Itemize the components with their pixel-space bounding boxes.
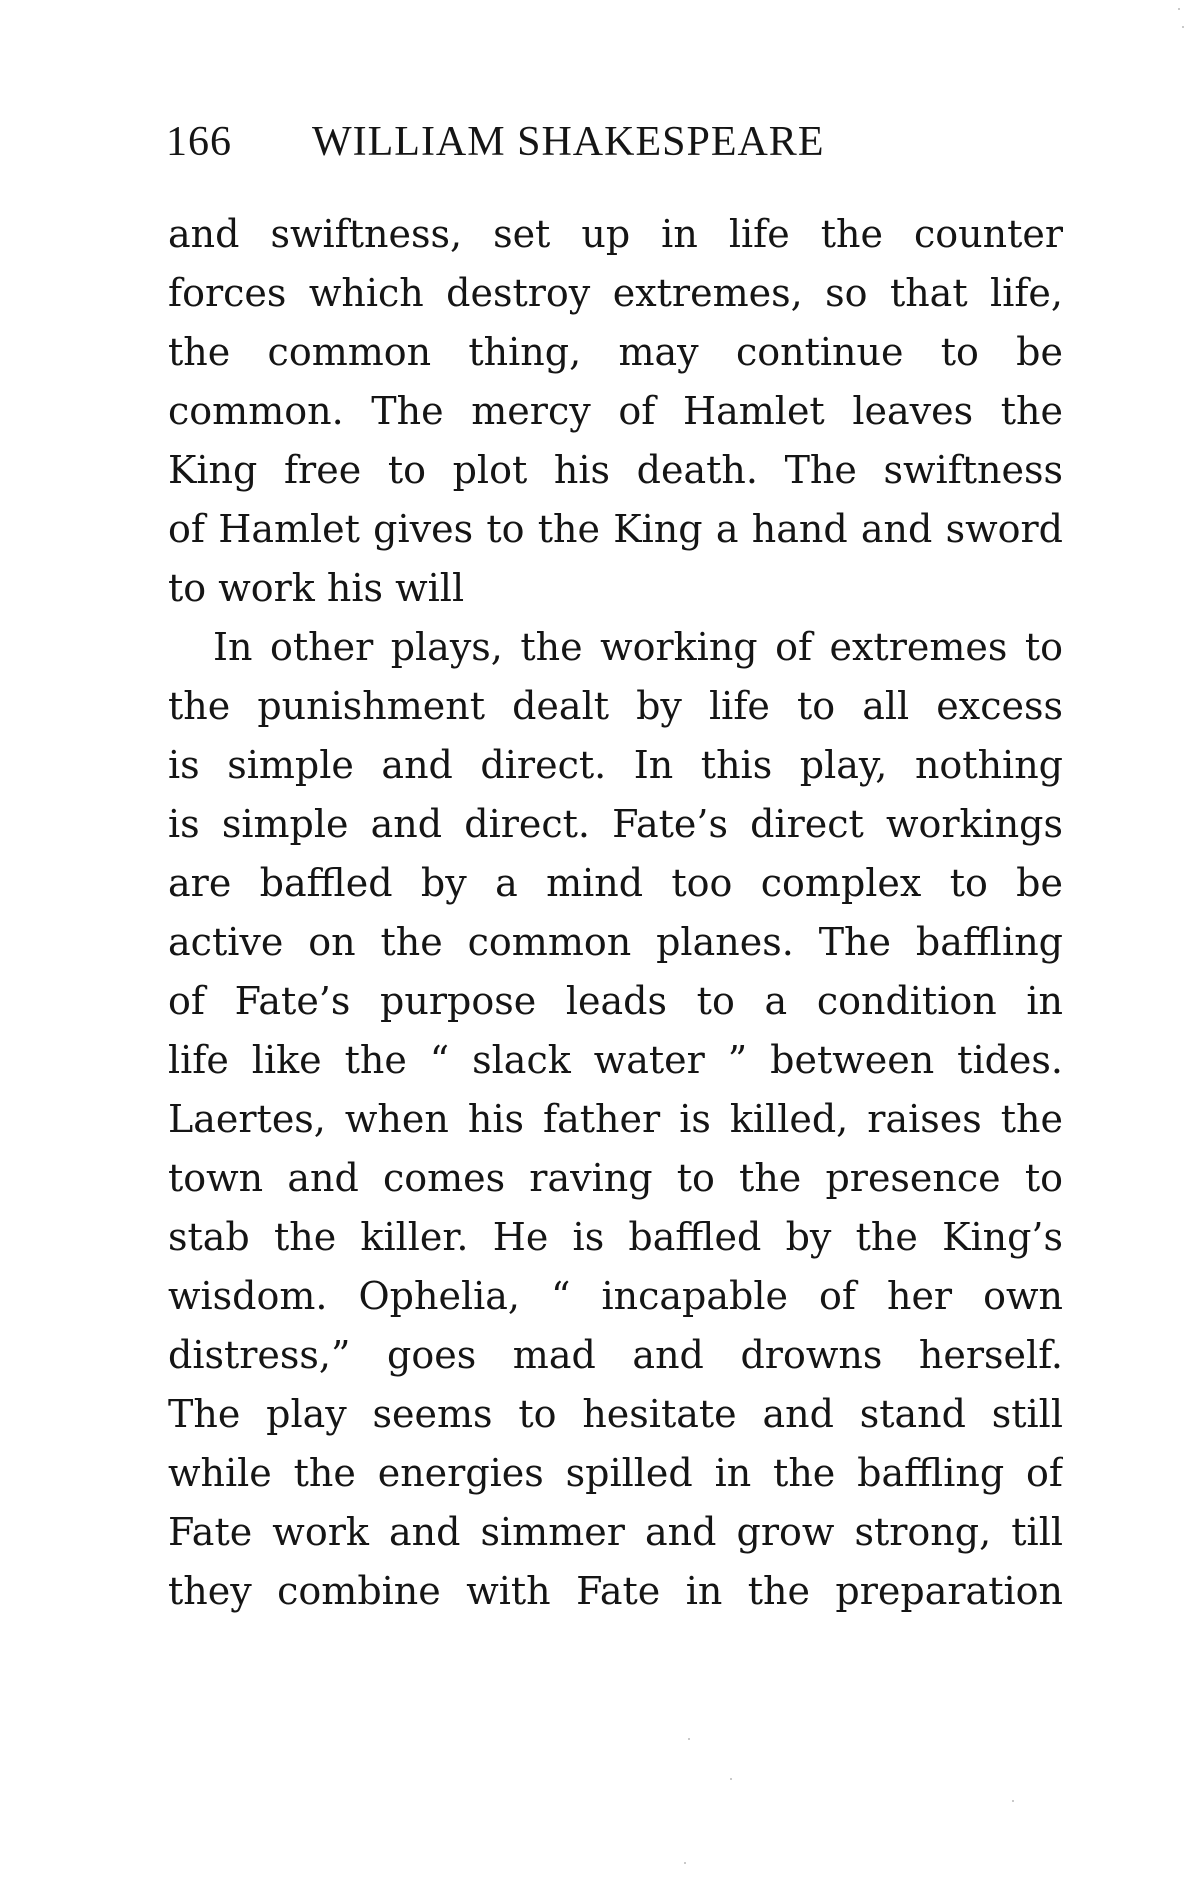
- text-line: is simple and direct. In this play, nothing: [168, 743, 1063, 787]
- text-line: common. The mercy of Hamlet leaves the: [168, 389, 1063, 433]
- text-line: Laertes, when his father is killed, raises the: [168, 1097, 1063, 1141]
- paper-speck: [1182, 26, 1184, 28]
- text-line: are baffled by a mind too complex to be: [168, 861, 1063, 905]
- text-line: active on the common planes. The baffling: [168, 920, 1063, 964]
- paper-speck: [1012, 1800, 1014, 1802]
- text-line: distress,” goes mad and drowns herself.: [168, 1333, 1063, 1377]
- page-header: [166, 118, 1066, 178]
- text-line: while the energies spilled in the baffling of: [168, 1451, 1063, 1495]
- page-number: 166: [166, 119, 232, 165]
- text-line: of Hamlet gives to the King a hand and sword: [168, 507, 1063, 551]
- text-line: life like the “ slack water ” between tides.: [168, 1038, 1063, 1082]
- text-line: the common thing, may continue to be: [168, 330, 1063, 374]
- text-line: The play seems to hesitate and stand still: [168, 1392, 1063, 1436]
- running-title: WILLIAM SHAKESPEARE: [312, 119, 825, 165]
- paper-speck: [730, 1778, 732, 1780]
- text-line: forces which destroy extremes, so that life,: [168, 271, 1063, 315]
- text-line: to work his will: [168, 566, 465, 610]
- body-text: [168, 205, 1063, 1621]
- paper-speck: [1178, 8, 1180, 10]
- text-line: they combine with Fate in the preparation: [168, 1569, 1063, 1613]
- text-line: the punishment dealt by life to all excess: [168, 684, 1063, 728]
- text-line: Fate work and simmer and grow strong, till: [168, 1510, 1063, 1554]
- text-line: town and comes raving to the presence to: [168, 1156, 1063, 1200]
- text-line: wisdom. Ophelia, “ incapable of her own: [168, 1274, 1063, 1318]
- text-line: stab the killer. He is baffled by the King’s: [168, 1215, 1063, 1259]
- text-line: is simple and direct. Fate’s direct workings: [168, 802, 1063, 846]
- paragraph-start-line: In other plays, the working of extremes to: [213, 625, 1063, 669]
- text-line: of Fate’s purpose leads to a condition in: [168, 979, 1063, 1023]
- paper-speck: [684, 1862, 686, 1864]
- text-line: King free to plot his death. The swiftness: [168, 448, 1063, 492]
- text-line: and swiftness, set up in life the counter: [168, 212, 1063, 256]
- paper-speck: [688, 1738, 690, 1740]
